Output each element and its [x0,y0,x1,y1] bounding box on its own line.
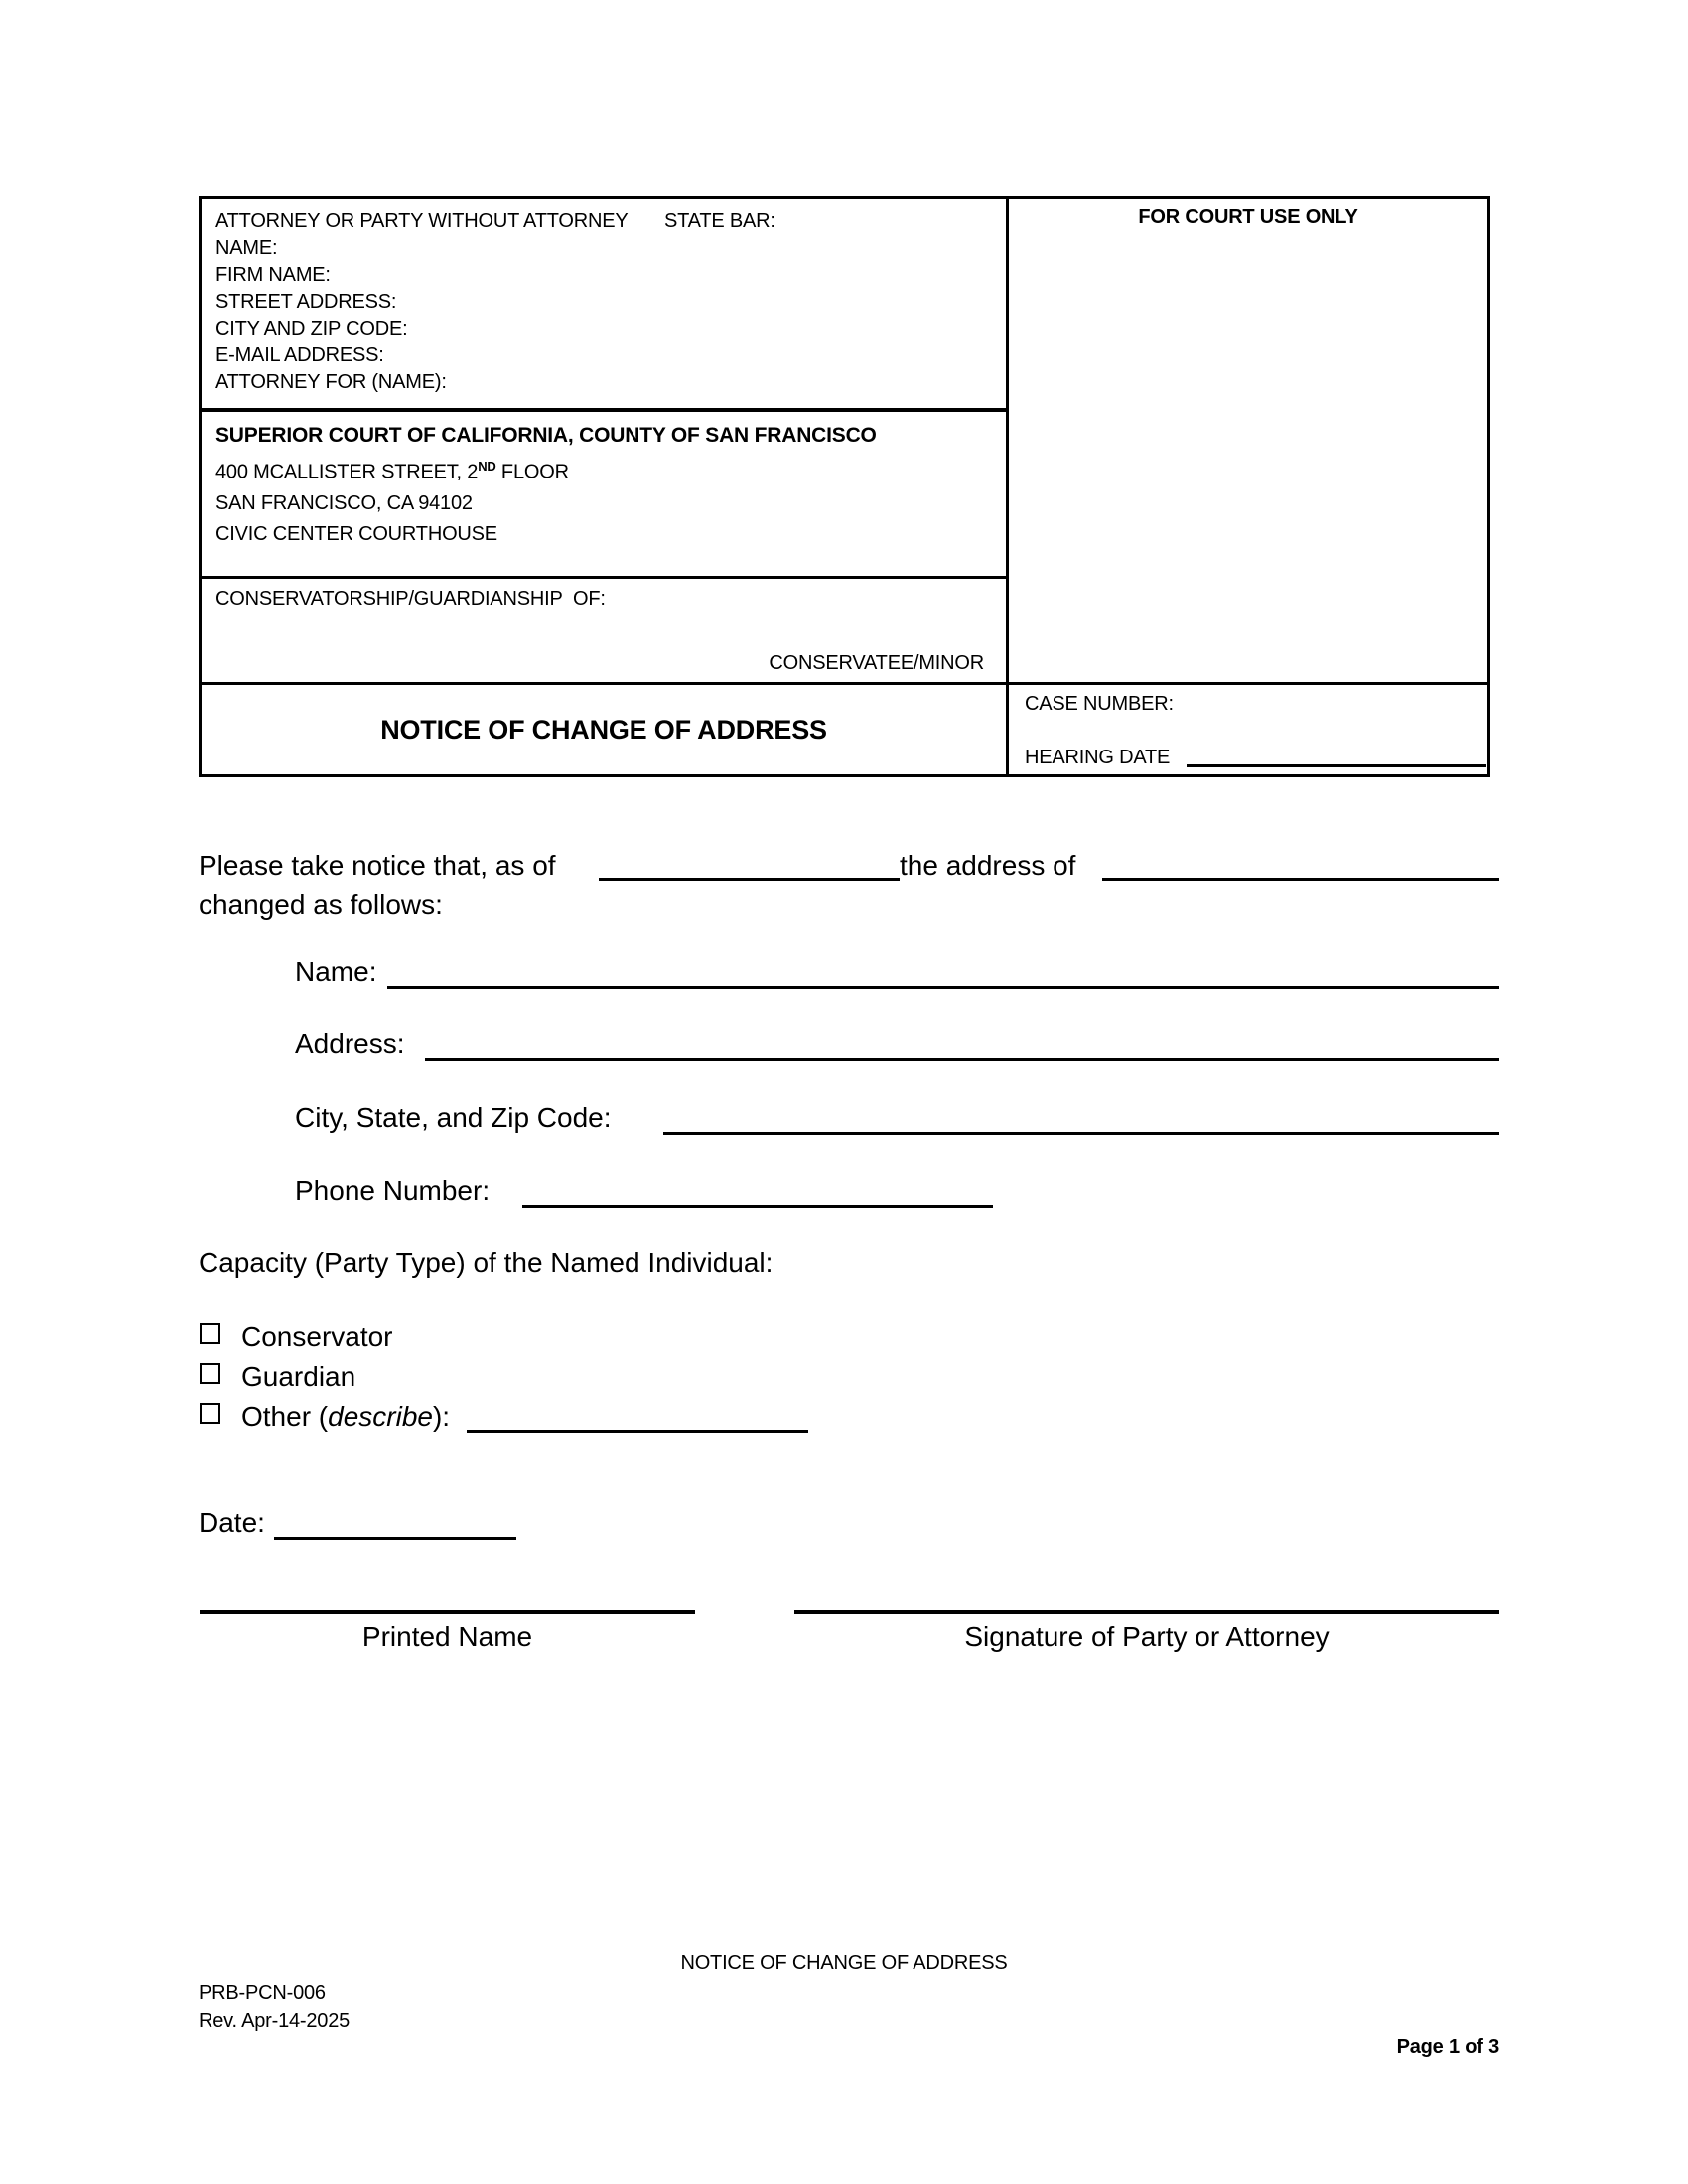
notice-text-middle: the address of [900,850,1076,881]
court-use-only-box [1009,199,1487,685]
conservator-checkbox[interactable] [200,1323,220,1344]
notice-text-line2: changed as follows: [199,889,443,920]
field-label-phone: Phone Number: [295,1175,491,1206]
printed-name-label: Printed Name [361,1621,533,1652]
court-street-address: 400 MCALLISTER STREET, 2ND FLOOR [215,459,569,483]
form-header-table [199,196,1490,777]
case-number-box [1009,685,1487,774]
field-label-name: Name: [295,956,377,987]
street-address-label: STREET ADDRESS: [215,291,397,313]
conservatorship-label: CONSERVATORSHIP/GUARDIANSHIP OF: [215,588,606,610]
court-building-line: CIVIC CENTER COURTHOUSE [215,522,497,545]
attorney-box-line1 [215,208,992,235]
other-describe-fill-line[interactable] [467,1430,808,1433]
conservatorship-box [202,579,1009,685]
city-state-zip-fill-line[interactable] [663,1132,1499,1135]
notice-text-prefix: Please take notice that, as of [199,850,556,881]
other-describe-italic: describe [328,1401,433,1432]
name-fill-line[interactable] [387,986,1499,989]
footer-revision-date: Rev. Apr-14-2025 [199,2010,351,2032]
signature-line[interactable] [794,1610,1499,1614]
state-bar-label: STATE BAR: [664,210,775,232]
court-info-box [202,412,1009,579]
other-checkbox-label: Other (describe): [241,1401,451,1432]
field-label-city-state-zip: City, State, and Zip Code: [295,1102,612,1133]
form-title: NOTICE OF CHANGE OF ADDRESS [380,714,827,745]
guardian-checkbox[interactable] [200,1363,220,1384]
attorney-label: ATTORNEY OR PARTY WITHOUT ATTORNEY [215,210,629,232]
footer-form-number: PRB-PCN-006 [199,1982,326,2004]
attorney-info-box [202,199,1009,412]
court-use-only-label: FOR COURT USE ONLY [1138,206,1358,228]
firm-name-label: FIRM NAME: [215,264,331,286]
field-label-address: Address: [295,1028,405,1059]
address-fill-line[interactable] [425,1058,1499,1061]
date-fill-line[interactable] [274,1537,516,1540]
signature-of-party-label: Signature of Party or Attorney [964,1621,1330,1652]
form-title-box [202,685,1009,774]
case-number-label: CASE NUMBER: [1025,693,1174,715]
hearing-date-fill-line[interactable] [1187,764,1486,767]
name-label: NAME: [215,237,278,259]
hearing-date-label: HEARING DATE [1025,747,1171,768]
effective-date-fill-line[interactable] [599,878,900,881]
other-checkbox[interactable] [200,1403,220,1424]
footer-title: NOTICE OF CHANGE OF ADDRESS [680,1952,1008,1974]
attorney-for-label: ATTORNEY FOR (NAME): [215,371,447,393]
printed-name-signature-line[interactable] [200,1610,695,1614]
phone-fill-line[interactable] [522,1205,993,1208]
email-address-label: E-MAIL ADDRESS: [215,344,384,366]
city-zip-label: CITY AND ZIP CODE: [215,318,408,340]
footer-page-number: Page 1 of 3 [1396,2036,1499,2058]
court-city-line: SAN FRANCISCO, CA 94102 [215,491,473,514]
party-name-fill-line[interactable] [1102,878,1499,881]
court-name: SUPERIOR COURT OF CALIFORNIA, COUNTY OF SAN FRANCISCO [215,424,877,447]
conservatee-minor-label: CONSERVATEE/MINOR [769,652,984,674]
guardian-checkbox-label: Guardian [241,1361,356,1392]
ordinal-superscript: ND [478,459,496,474]
date-label: Date: [199,1507,265,1538]
conservator-checkbox-label: Conservator [241,1321,393,1352]
capacity-heading: Capacity (Party Type) of the Named Individual: [199,1247,774,1278]
